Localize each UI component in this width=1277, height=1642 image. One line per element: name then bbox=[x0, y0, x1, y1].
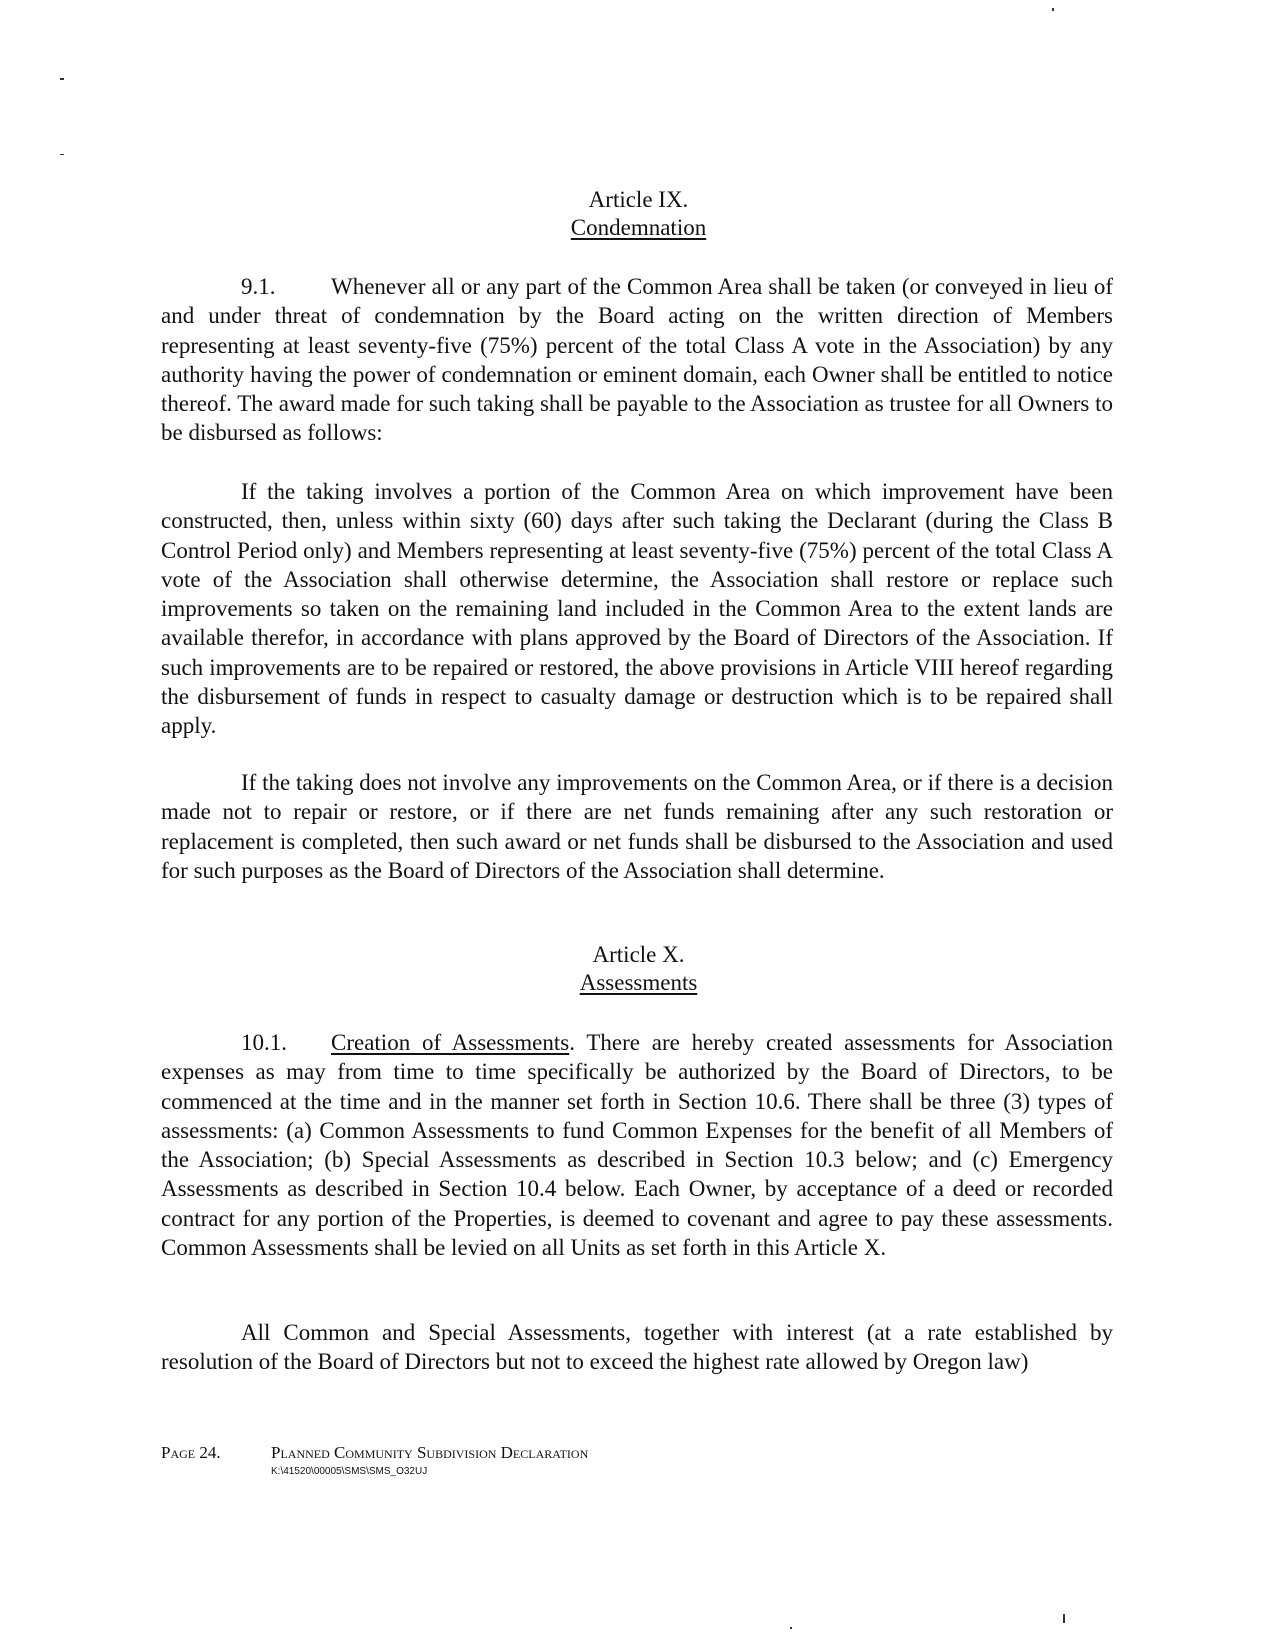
section-9-1-number: 9.1. bbox=[241, 274, 276, 299]
section-9-1-paragraph bbox=[161, 272, 1113, 448]
article-9-paragraph-3-text: If the taking does not involve any improvements on the Common Area, or if there is a decision made not to repair or restore, or if there are net funds remaining after any such restoration or replacement is completed, then such award or net funds shall be disbursed to the Association and used for such purposes as the Board of Directors of the Association shall determine. bbox=[161, 770, 1113, 883]
scan-speck bbox=[790, 1627, 792, 1629]
footer-document-title: Planned Community Subdivision Declaration bbox=[271, 1443, 589, 1462]
section-10-1-heading: Creation of Assessments bbox=[331, 1030, 570, 1055]
article-9-heading bbox=[0, 186, 1277, 242]
section-10-1-number: 10.1. bbox=[241, 1030, 287, 1055]
article-9-subtitle: Condemnation bbox=[570, 215, 707, 240]
article-9-title: Article IX. bbox=[588, 187, 689, 212]
article-10-title: Article X. bbox=[592, 942, 685, 967]
article-10-subtitle: Assessments bbox=[579, 970, 698, 995]
scan-speck bbox=[60, 154, 64, 155]
article-9-paragraph-2 bbox=[161, 477, 1113, 741]
scan-speck bbox=[1063, 1614, 1065, 1623]
article-10-heading bbox=[0, 941, 1277, 997]
scan-speck bbox=[1052, 8, 1054, 11]
section-9-1-text: Whenever all or any part of the Common Area shall be taken (or conveyed in lieu of and under threat of condemnation by the Board acting on the written direction of Members representing at least seventy-five (75%) percent of the total Class A vote in the Association) by any authority having the power of condemnation or eminent domain, each Owner shall be entitled to notice thereof. The award made for such taking shall be payable to the Association as trustee for all Owners to be disbursed as follows: bbox=[161, 274, 1113, 446]
section-10-1-paragraph bbox=[161, 1028, 1113, 1262]
article-10-paragraph-2-text: All Common and Special Assessments, together with interest (at a rate established by resolution of the Board of Directors but not to exceed the highest rate allowed by Oregon law) bbox=[161, 1320, 1113, 1375]
scan-speck bbox=[60, 78, 64, 80]
article-9-paragraph-2-text: If the taking involves a portion of the Common Area on which improvement have been constructed, then, unless within sixty (60) days after such taking the Declarant (during the Class B Control Period only) and Members representing at least seventy-five (75%) percent of the total Class A vote of the Association shall otherwise determine, the Association shall restore or replace such improvements so taken on the remaining land included in the Common Area to the extent lands are available therefor, in accordance with plans approved by the Board of Directors of the Association. If such improvements are to be repaired or restored, the above provisions in Article VIII hereof regarding the disbursement of funds in respect to casualty damage or destruction which is to be repaired shall apply. bbox=[161, 479, 1113, 739]
footer-page-number: Page 24. bbox=[161, 1443, 221, 1462]
page-footer bbox=[161, 1443, 589, 1477]
article-10-paragraph-2 bbox=[161, 1318, 1113, 1377]
section-10-1-text: . There are hereby created assessments for Association expenses as may from time to time specifically be authorized by the Board of Directors, to be commenced at the time and in the manner set forth in Section 10.6. There shall be three (3) types of assessments: (a) Common Assessments to fund Common Expenses for the benefit of all Members of the Association; (b) Special Assessments as described in Section 10.3 below; and (c) Emergency Assessments as described in Section 10.4 below. Each Owner, by acceptance of a deed or recorded contract for any portion of the Properties, is deemed to covenant and agree to pay these assessments. Common Assessments shall be levied on all Units as set forth in this Article X. bbox=[161, 1030, 1113, 1261]
footer-file-path: K:\41520\00005\SMS\SMS_O32UJ bbox=[271, 1466, 428, 1477]
article-9-paragraph-3 bbox=[161, 768, 1113, 885]
